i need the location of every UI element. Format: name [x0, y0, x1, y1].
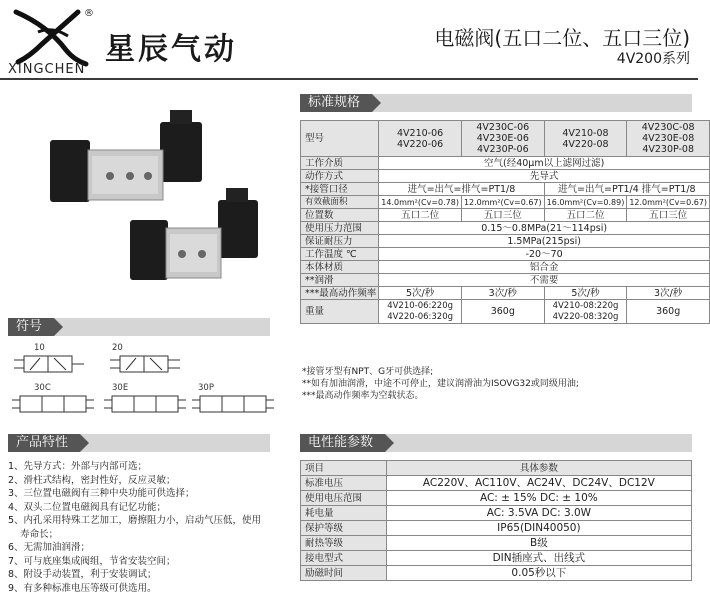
spec-section-header: [300, 94, 692, 112]
feature-item: 1、先导方式：外部与内部可选；: [8, 461, 148, 472]
note-line: *接管牙型有NPT、G牙可供选择;: [302, 367, 434, 377]
row-label: 工作温度 ℃: [301, 248, 379, 261]
model-code: 4V230C-08: [641, 122, 695, 133]
row-value: 五口二位: [379, 209, 462, 222]
valve-symbol-20-icon: [106, 352, 186, 378]
electrical-section-header: [300, 434, 692, 452]
table-row: [301, 461, 692, 476]
row-value: 360g: [461, 300, 544, 324]
row-label: 使用电压范围: [301, 491, 387, 506]
symbol-section-title: 符号: [8, 318, 54, 336]
table-row: [301, 566, 692, 581]
table-row: [301, 261, 710, 274]
row-value: 5次/秒: [379, 287, 462, 300]
row-value: 五口三位: [461, 209, 544, 222]
row-value: 16.0mm²(Cv=0.89): [544, 196, 627, 209]
row-label: 接电型式: [301, 551, 387, 566]
model-cell: [461, 121, 544, 157]
header-item: 项目: [301, 461, 387, 476]
table-row: [301, 274, 710, 287]
row-value: 12.0mm²(Cv=0.67): [461, 196, 544, 209]
row-value: 铝合金: [379, 261, 710, 274]
table-row: [301, 536, 692, 551]
row-label: 重量: [301, 300, 379, 324]
symbol-label-30e: 30E: [112, 383, 129, 393]
symbol-label-20: 20: [112, 343, 123, 353]
valve-symbol-30e-icon: [100, 392, 190, 418]
row-label: 标准电压: [301, 476, 387, 491]
symbol-label-30p: 30P: [198, 383, 214, 393]
row-value: AC220V、AC110V、AC24V、DC24V、DC12V: [386, 476, 691, 491]
table-row: [301, 300, 710, 324]
spec-table: [300, 120, 710, 324]
row-value: 空气(经40μm以上滤网过滤): [379, 157, 710, 170]
row-value: 360g: [627, 300, 710, 324]
row-value: -20～70: [379, 248, 710, 261]
table-row: [301, 235, 710, 248]
row-label: 位置数: [301, 209, 379, 222]
row-value: 3次/秒: [461, 287, 544, 300]
row-value: DIN插座式、出线式: [386, 551, 691, 566]
model-label: 型号: [301, 121, 379, 157]
feature-item: 7、可与底座集成阀组，节省安装空间；: [8, 555, 176, 567]
solenoid-valve-product-image: [30, 110, 280, 320]
model-cell: [379, 121, 462, 157]
symbol-label-30c: 30C: [34, 383, 51, 393]
row-value: AC: 3.5VA DC: 3.0W: [386, 506, 691, 521]
electrical-section-title: 电性能参数: [300, 434, 385, 452]
weight-line: 4V210-08:220g: [552, 300, 619, 311]
electrical-table: [300, 460, 692, 581]
table-row: [301, 476, 692, 491]
section-bar: [372, 94, 692, 112]
row-value: [379, 300, 462, 324]
model-code: 4V230E-06: [476, 133, 529, 144]
table-row: [301, 222, 710, 235]
table-row: [301, 196, 710, 209]
symbol-section-header: [8, 318, 270, 336]
table-row: [301, 491, 692, 506]
table-row: [301, 183, 710, 196]
document-title: 电磁阀(五口二位、五口三位): [434, 26, 690, 50]
row-value: [544, 300, 627, 324]
model-code: 4V230C-06: [476, 122, 530, 133]
row-label: 本体材质: [301, 261, 379, 274]
model-code: 4V230P-08: [642, 144, 695, 155]
features-section-header: [8, 434, 270, 452]
row-value: IP65(DIN40050): [386, 521, 691, 536]
table-row: [301, 248, 710, 261]
brand-name: 星辰气动: [105, 32, 237, 67]
feature-item: 2、滑柱式结构，密封性好，反应灵敏；: [8, 474, 176, 486]
table-row: [301, 521, 692, 536]
row-value: 0.15～0.8MPa(21～114psi): [379, 222, 710, 235]
feature-item: 6、无需加油润滑；: [8, 542, 91, 553]
model-code: 4V220-06: [397, 138, 444, 150]
valve-symbol-30p-icon: [188, 392, 278, 418]
table-row: [301, 121, 710, 157]
row-label: *接管口径: [301, 183, 379, 196]
table-row: [301, 506, 692, 521]
features-list: [8, 460, 283, 595]
note-line: **如有加油润滑，中途不可停止，建议润滑油为ISOVG32或同级用油;: [302, 379, 579, 389]
row-value: 12.0mm²(Cv=0.67): [627, 196, 710, 209]
row-value: 0.05秒以下: [386, 566, 691, 581]
note-line: ***最高动作频率为空载状态。: [302, 391, 424, 401]
row-value: 五口三位: [627, 209, 710, 222]
feature-item: 8、附设手动装置，利于安装调试；: [8, 569, 157, 580]
feature-item: 寿命长；: [8, 528, 59, 540]
table-row: [301, 209, 710, 222]
feature-item: 9、有多种标准电压等级可供选用。: [8, 582, 157, 594]
model-code: 4V210-06: [397, 127, 444, 139]
model-code: 4V210-08: [562, 127, 609, 139]
symbol-label-10: 10: [34, 343, 45, 353]
spec-section-title: 标准规格: [300, 94, 372, 112]
row-label: 动作方式: [301, 170, 379, 183]
model-code: 4V220-08: [562, 138, 609, 150]
row-label: **润滑: [301, 274, 379, 287]
row-value: 五口二位: [544, 209, 627, 222]
row-label: 励磁时间: [301, 566, 387, 581]
feature-item: 5、内孔采用特殊工艺加工，磨擦阻力小，启动气压低，使用: [8, 515, 262, 526]
header-divider: [0, 78, 698, 80]
model-code: 4V230E-08: [642, 133, 695, 144]
section-bar: [385, 434, 692, 452]
row-value: 1.5MPa(215psi): [379, 235, 710, 248]
weight-line: 4V210-06:220g: [387, 300, 454, 311]
row-value: B级: [386, 536, 691, 551]
row-label: 有效截面积: [301, 196, 379, 209]
row-value: 不需要: [379, 274, 710, 287]
features-section-title: 产品特性: [8, 434, 80, 452]
model-cell: [544, 121, 627, 157]
weight-line: 4V220-08:320g: [552, 311, 619, 322]
row-value: 14.0mm²(Cv=0.78): [379, 196, 462, 209]
row-label: 保证耐压力: [301, 235, 379, 248]
table-row: [301, 287, 710, 300]
valve-symbol-30c-icon: [8, 392, 98, 418]
row-label: 耗电量: [301, 506, 387, 521]
row-value: 3次/秒: [627, 287, 710, 300]
document-subtitle: 4V200系列: [616, 51, 690, 67]
feature-item: 4、双头二位置电磁阀具有记忆功能；: [8, 501, 167, 513]
table-row: [301, 170, 710, 183]
header-param: 具体参数: [386, 461, 691, 476]
registered-mark: ®: [84, 8, 94, 19]
row-label: 耐热等级: [301, 536, 387, 551]
row-label: ***最高动作频率: [301, 287, 379, 300]
row-label: 工作介质: [301, 157, 379, 170]
spec-notes: [302, 366, 579, 402]
row-value: 进气=出气=PT1/4 排气=PT1/8: [544, 183, 709, 196]
row-label: 使用压力范围: [301, 222, 379, 235]
table-row: [301, 157, 710, 170]
row-value: AC: ± 15% DC: ± 10%: [386, 491, 691, 506]
row-value: 进气=出气=排气=PT1/8: [379, 183, 544, 196]
brand-name-en: XINGCHEN: [8, 62, 86, 77]
table-row: [301, 551, 692, 566]
valve-symbol-10-icon: [10, 352, 90, 378]
section-bar: [54, 318, 270, 336]
model-cell: [627, 121, 710, 157]
row-value: 先导式: [379, 170, 710, 183]
row-label: 保护等级: [301, 521, 387, 536]
feature-item: 3、三位置电磁阀有三种中央功能可供选择；: [8, 488, 195, 499]
row-value: 5次/秒: [544, 287, 627, 300]
model-code: 4V230P-06: [476, 144, 529, 155]
section-bar: [80, 434, 270, 452]
weight-line: 4V220-06:320g: [387, 311, 454, 322]
